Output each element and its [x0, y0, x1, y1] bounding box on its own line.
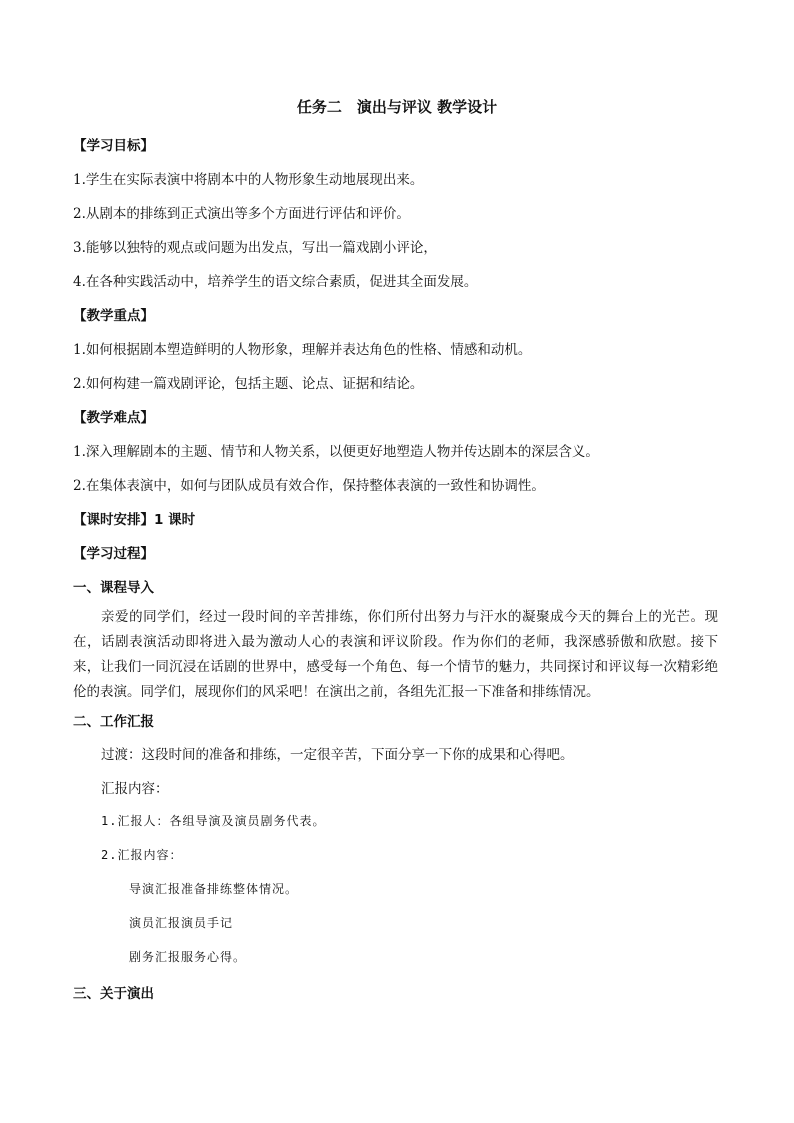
section-heading-performance: 三、关于演出 — [73, 986, 154, 1002]
heading-key-points: 【教学重点】 — [73, 308, 154, 324]
goal-item: 2.从剧本的排练到正式演出等多个方面进行评估和评价。 — [73, 206, 410, 222]
goal-item: 4.在各种实践活动中，培养学生的语文综合素质，促进其全面发展。 — [73, 274, 478, 290]
report-subitem: 导演汇报准备排练整体情况。 — [129, 882, 299, 896]
report-item: 1.汇报人：各组导演及演员剧务代表。 — [101, 814, 326, 828]
goal-item: 3.能够以独特的观点或问题为出发点，写出一篇戏剧小评论， — [73, 240, 437, 256]
heading-learning-goals: 【学习目标】 — [73, 138, 154, 154]
key-point-item: 1.如何根据剧本塑造鲜明的人物形象，理解并表达角色的性格、情感和动机。 — [73, 342, 532, 358]
goal-item: 1.学生在实际表演中将剧本中的人物形象生动地展现出来。 — [73, 172, 424, 188]
difficulty-item: 1.深入理解剧本的主题、情节和人物关系，以便更好地塑造人物并传达剧本的深层含义。 — [73, 444, 599, 460]
heading-difficulties: 【教学难点】 — [73, 410, 154, 426]
report-label: 汇报内容： — [101, 781, 169, 797]
heading-process: 【学习过程】 — [73, 546, 154, 562]
report-subitem: 演员汇报演员手记 — [129, 916, 234, 930]
section-heading-intro: 一、课程导入 — [73, 580, 154, 596]
intro-paragraph: 亲爱的同学们，经过一段时间的辛苦排练，你们所付出努力与汗水的凝聚成今天的舞台上的光芒。现在，话剧表演活动即将进入最为激动人心的表演和评议阶段。作为你们的老师，我深感骄傲和欣慰。接下来，让我们一同沉浸在话剧的世界中，感受每一个角色、每一个情节的魅力，共同探讨和评议每一次精彩绝伦的表演。同学们，展现你们的风采吧！在演出之前，各组先汇报一下准备和排练情况。 — [73, 609, 718, 700]
key-point-item: 2.如何构建一篇戏剧评论，包括主题、论点、证据和结论。 — [73, 376, 424, 392]
report-subitem: 剧务汇报服务心得。 — [129, 950, 247, 964]
schedule-line: 【课时安排】1 课时 — [73, 512, 196, 528]
difficulty-item: 2.在集体表演中，如何与团队成员有效合作，保持整体表演的一致性和协调性。 — [73, 478, 545, 494]
section-heading-report: 二、工作汇报 — [73, 714, 154, 730]
transition-text: 过渡：这段时间的准备和排练，一定很辛苦，下面分享一下你的成果和心得吧。 — [101, 747, 574, 763]
document-title: 任务二 演出与评议 教学设计 — [296, 98, 498, 116]
report-item: 2.汇报内容： — [101, 848, 183, 862]
